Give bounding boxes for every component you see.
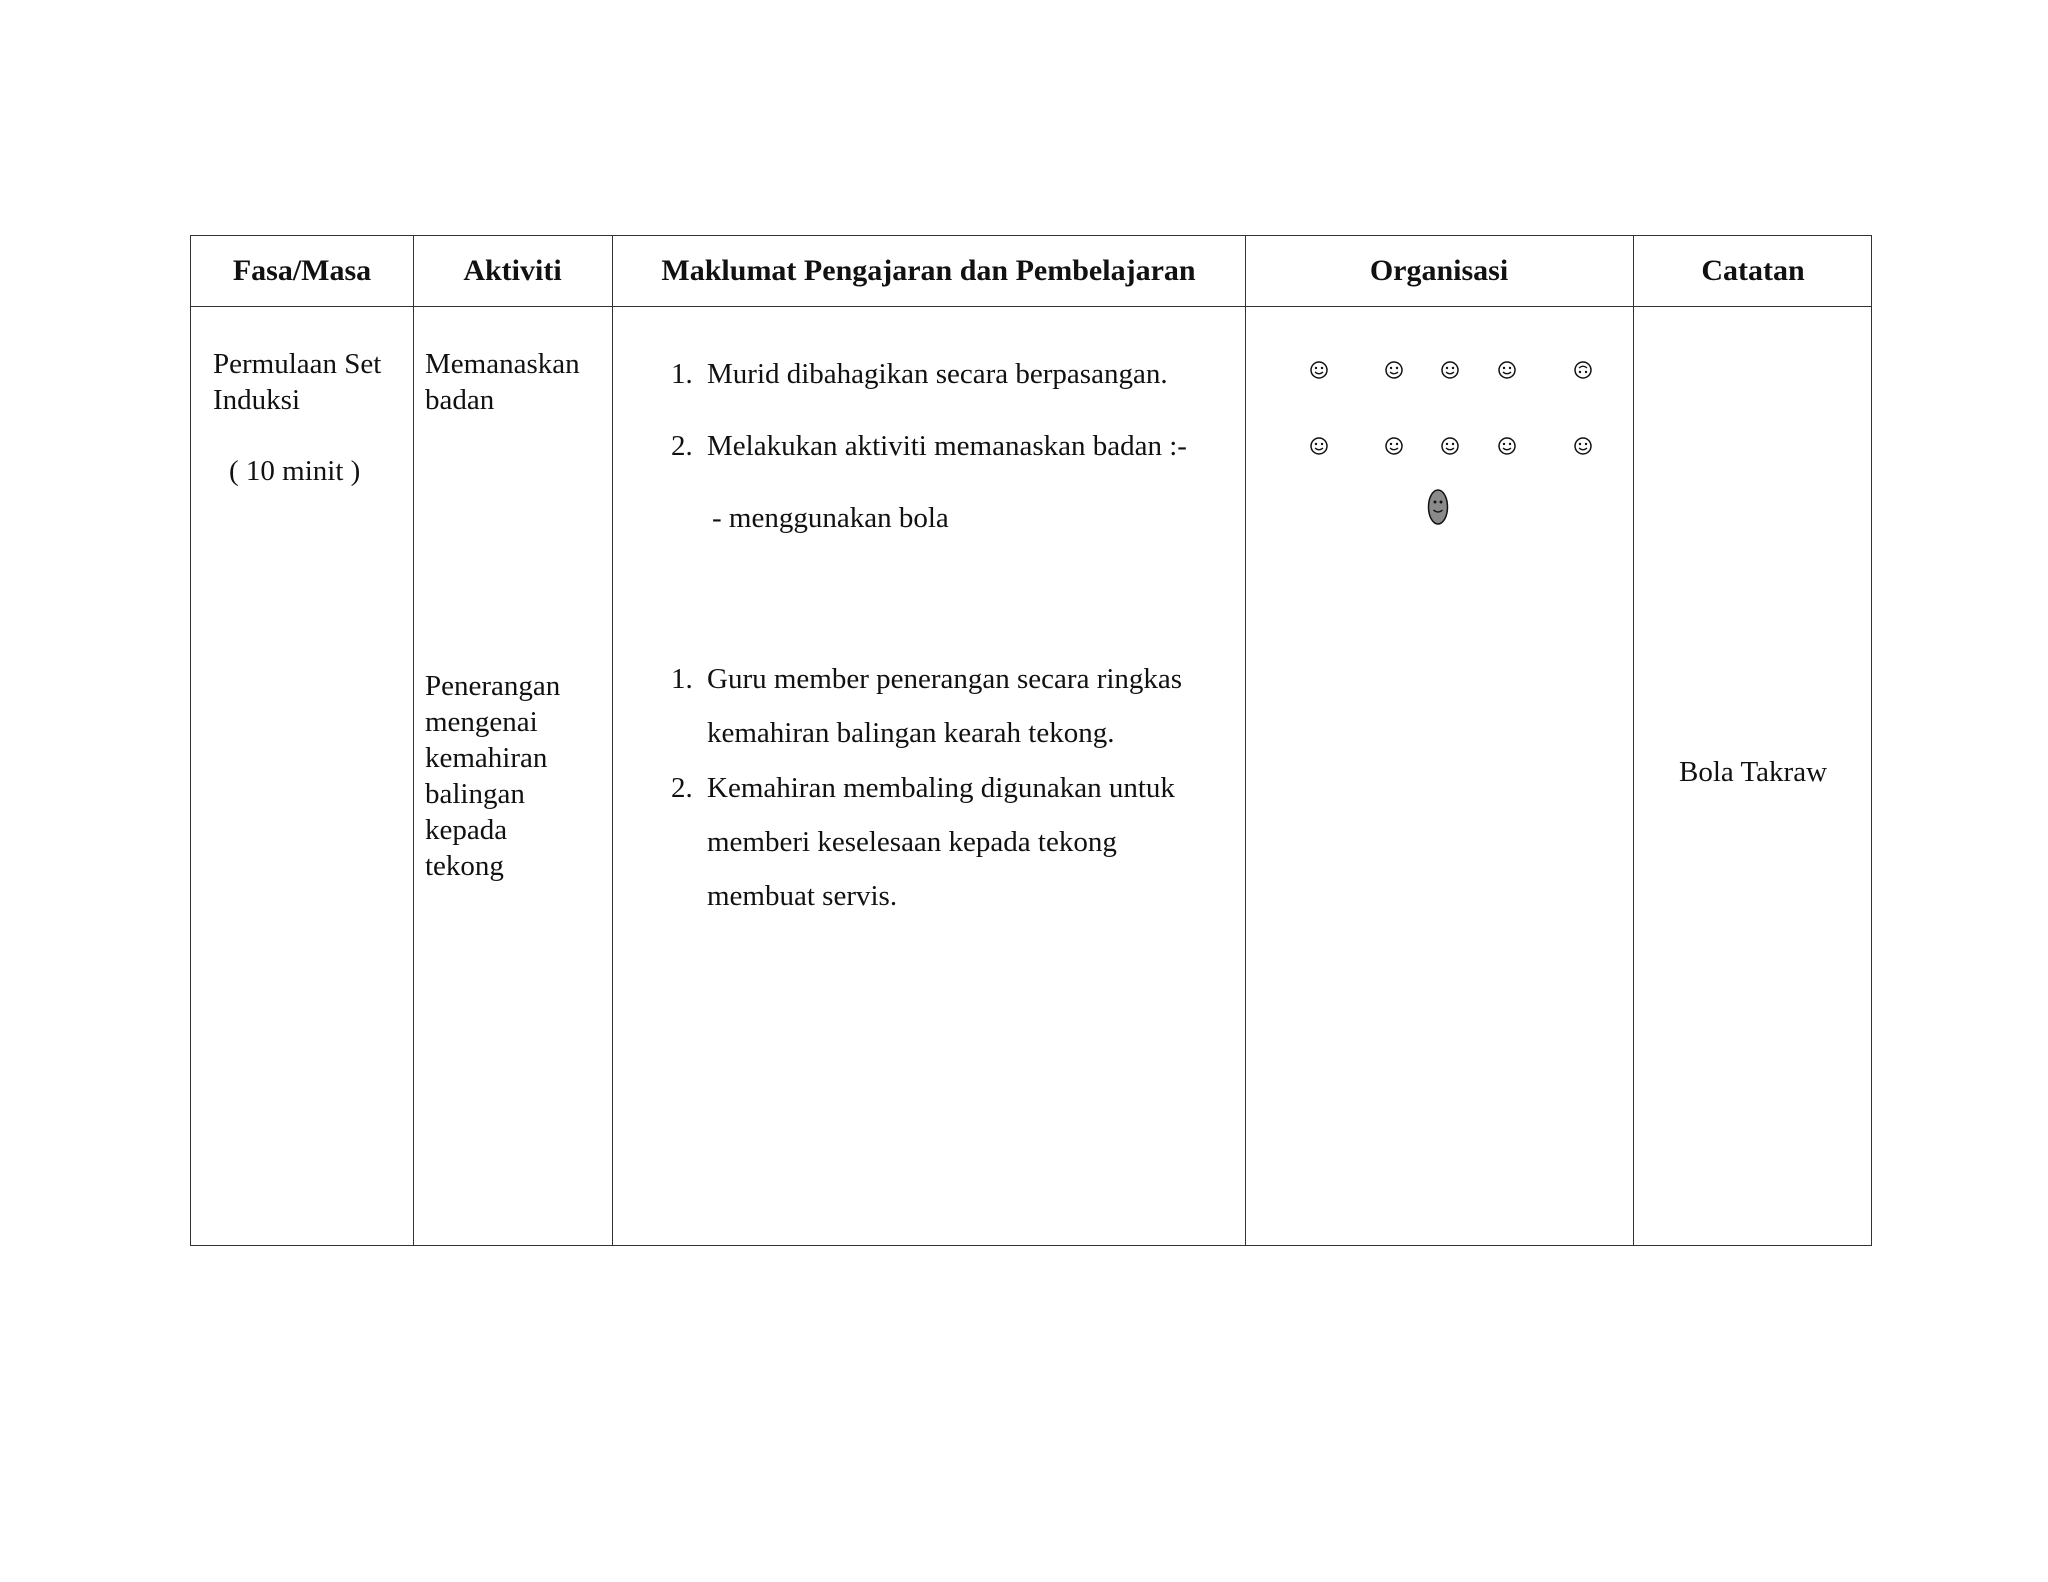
aktiviti-warmup [425,346,580,418]
aktiviti-line: kepada [425,814,508,846]
aktiviti-line: Memanaskan [425,348,580,380]
maklumat-item [671,347,1168,401]
header-fasa-masa: Fasa/Masa [232,254,372,287]
column-divider [413,236,414,1245]
aktiviti-line: balingan [425,778,525,810]
list-number: 1. [671,358,693,390]
maklumat-subitem: - menggunakan bola [712,502,949,534]
list-text: Melakukan aktiviti memanaskan badan :- [707,430,1187,462]
header-organisasi: Organisasi [1369,254,1509,287]
fasa-line1: Permulaan Set [213,348,382,380]
column-divider [1633,236,1634,1245]
fasa-line2: Induksi [213,384,300,416]
aktiviti-line: Penerangan [425,670,561,702]
column-divider [612,236,613,1245]
header-aktiviti: Aktiviti [463,254,562,287]
maklumat-item-continued: kemahiran balingan kearah tekong. [707,717,1115,749]
smiley-icon [1309,360,1329,380]
maklumat-item [671,419,1187,473]
list-number: 1. [671,663,693,695]
aktiviti-explanation [425,668,560,884]
list-text: Kemahiran membaling digunakan untuk [707,772,1175,804]
list-text: Guru member penerangan secara ringkas [707,663,1183,695]
smiley-icon [1573,436,1593,456]
maklumat-item-continued: memberi keselesaan kepada tekong [707,826,1117,858]
header-maklumat: Maklumat Pengajaran dan Pembelajaran [661,254,1196,287]
header-catatan: Catatan [1701,254,1805,287]
list-number: 2. [671,430,693,462]
column-divider [1245,236,1246,1245]
teacher-icon [1427,488,1449,526]
catatan-cell: Bola Takraw [1678,756,1828,788]
smiley-icon [1384,436,1404,456]
smiley-icon [1384,360,1404,380]
list-number: 2. [671,772,693,804]
upside-down-smiley-icon [1573,360,1593,380]
fasa-duration: ( 10 minit ) [229,455,361,487]
maklumat-item [671,761,1175,815]
lesson-plan-table [190,235,1872,1246]
aktiviti-line: badan [425,384,495,416]
list-text: Murid dibahagikan secara berpasangan. [707,358,1168,390]
smiley-icon [1440,360,1460,380]
smiley-icon [1440,436,1460,456]
smiley-icon [1309,436,1329,456]
aktiviti-line: mengenai [425,706,538,738]
aktiviti-line: tekong [425,850,504,882]
aktiviti-line: kemahiran [425,742,548,774]
maklumat-item-continued: membuat servis. [707,880,898,912]
fasa-cell [213,346,381,418]
maklumat-item [671,652,1183,706]
header-divider [191,306,1871,307]
smiley-icon [1497,360,1517,380]
smiley-icon [1497,436,1517,456]
